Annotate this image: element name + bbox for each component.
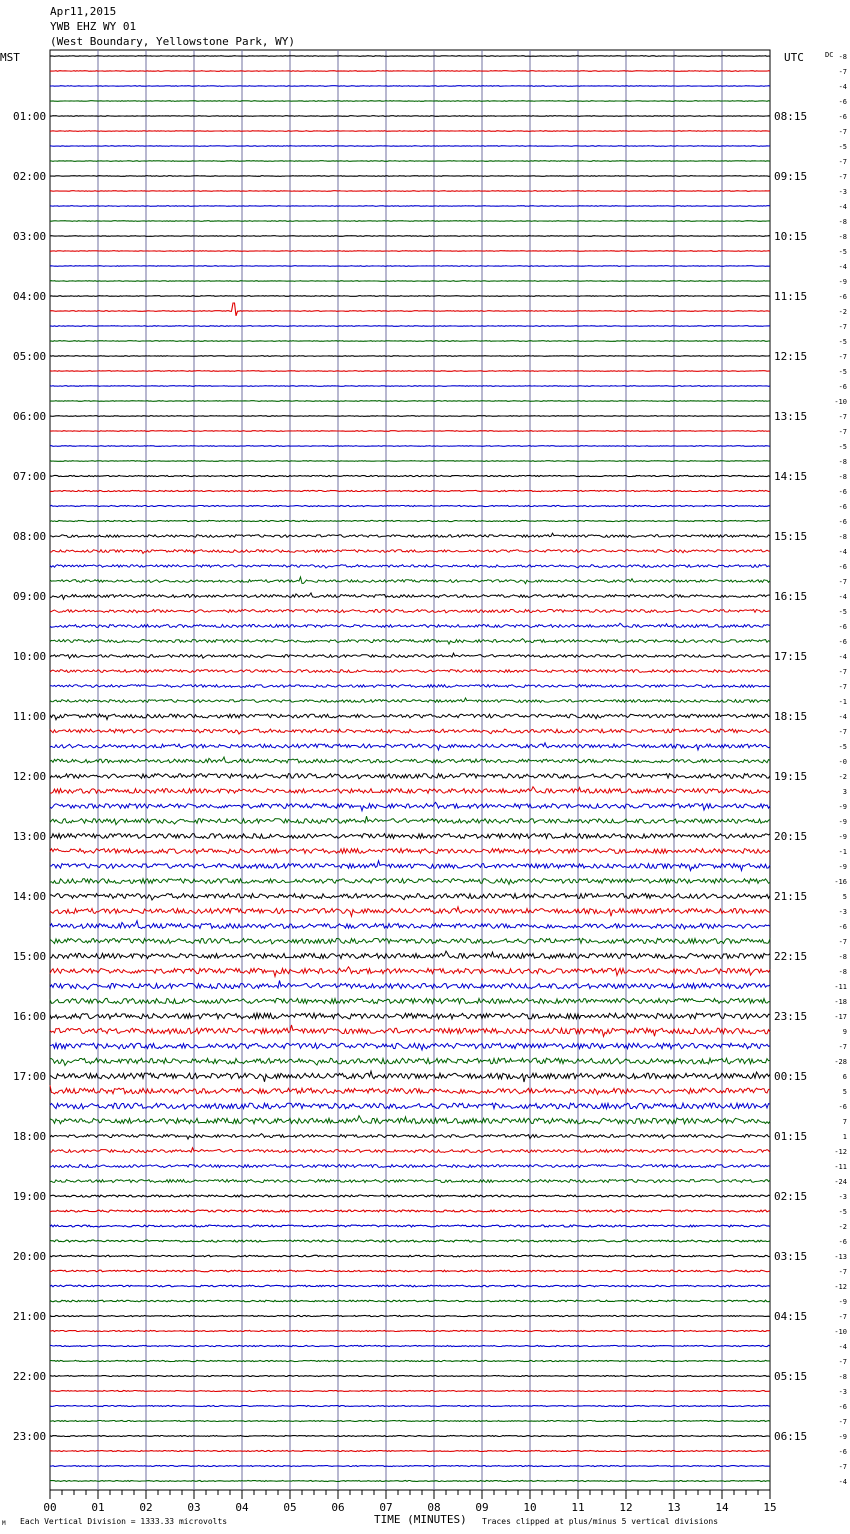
trace-22 — [50, 386, 770, 387]
dc-offset-46: -5 — [838, 743, 847, 751]
dc-offset-64: -17 — [834, 1013, 847, 1021]
x-tick-label-05: 05 — [283, 1501, 297, 1514]
dc-offset-57: -3 — [838, 908, 847, 916]
dc-offset-1: -7 — [838, 68, 847, 76]
utc-label-23: 06:15 — [774, 1430, 808, 1443]
traces — [50, 56, 770, 1482]
trace-77 — [50, 1210, 770, 1212]
dc-offset-33: -4 — [838, 548, 847, 556]
trace-74 — [50, 1165, 770, 1168]
trace-75 — [50, 1180, 770, 1183]
x-tick-label-01: 01 — [91, 1501, 105, 1514]
trace-90 — [50, 1406, 770, 1407]
dc-offset-83: -9 — [838, 1298, 847, 1306]
trace-37 — [50, 610, 770, 613]
trace-25 — [50, 431, 770, 432]
trace-52 — [50, 834, 770, 839]
dc-offset-10: -4 — [838, 203, 847, 211]
dc-offset-70: -6 — [838, 1103, 847, 1111]
trace-59 — [50, 939, 770, 944]
x-tick-label-04: 04 — [235, 1501, 249, 1514]
dc-offset-4: -6 — [838, 113, 847, 121]
trace-3 — [50, 101, 770, 102]
trace-0 — [50, 56, 770, 57]
mst-label-19: 19:00 — [13, 1190, 47, 1203]
trace-73 — [50, 1148, 770, 1153]
mst-label-16: 16:00 — [13, 1010, 47, 1023]
mst-label-1: 01:00 — [13, 110, 47, 123]
dc-offset-55: -16 — [834, 878, 847, 886]
dc-offset-32: -8 — [838, 533, 847, 541]
trace-45 — [50, 729, 770, 734]
mst-label-13: 13:00 — [13, 830, 47, 843]
dc-offset-39: -6 — [838, 638, 847, 646]
utc-label-5: 12:15 — [774, 350, 808, 363]
trace-30 — [50, 505, 770, 506]
trace-86 — [50, 1345, 770, 1346]
trace-35 — [50, 577, 770, 584]
dc-offset-22: -6 — [838, 383, 847, 391]
dc-offset-85: -10 — [834, 1328, 847, 1336]
dc-offset-50: -9 — [838, 803, 847, 811]
trace-89 — [50, 1391, 770, 1392]
trace-8 — [50, 176, 770, 177]
mst-label-8: 08:00 — [13, 530, 47, 543]
dc-offset-36: -4 — [838, 593, 847, 601]
mst-label-3: 03:00 — [13, 230, 47, 243]
utc-label-19: 02:15 — [774, 1190, 808, 1203]
dc-offset-92: -9 — [838, 1433, 847, 1441]
dc-offset-94: -7 — [838, 1463, 847, 1471]
trace-18 — [50, 326, 770, 327]
trace-47 — [50, 757, 770, 763]
dc-offset-60: -8 — [838, 953, 847, 961]
trace-71 — [50, 1116, 770, 1124]
dc-offset-80: -13 — [834, 1253, 847, 1261]
trace-10 — [50, 206, 770, 207]
trace-14 — [50, 266, 770, 267]
trace-69 — [50, 1085, 770, 1094]
trace-87 — [50, 1360, 770, 1361]
dc-offset-38: -6 — [838, 623, 847, 631]
dc-offset-8: -7 — [838, 173, 847, 181]
trace-68 — [50, 1071, 770, 1082]
dc-offset-29: -6 — [838, 488, 847, 496]
utc-label-21: 04:15 — [774, 1310, 808, 1323]
trace-70 — [50, 1103, 770, 1109]
dc-offset-90: -6 — [838, 1403, 847, 1411]
utc-label-7: 14:15 — [774, 470, 808, 483]
x-tick-label-06: 06 — [331, 1501, 345, 1514]
dc-offset-63: -18 — [834, 998, 847, 1006]
trace-63 — [50, 998, 770, 1003]
dc-offset-66: -7 — [838, 1043, 847, 1051]
trace-79 — [50, 1240, 770, 1242]
trace-62 — [50, 981, 770, 990]
dc-offset-73: -12 — [834, 1148, 847, 1156]
dc-offset-84: -7 — [838, 1313, 847, 1321]
trace-83 — [50, 1300, 770, 1302]
dc-offset-19: -5 — [838, 338, 847, 346]
dc-offset-28: -8 — [838, 473, 847, 481]
trace-88 — [50, 1376, 770, 1377]
x-tick-label-11: 11 — [571, 1501, 585, 1514]
trace-49 — [50, 787, 770, 794]
x-tick-label-02: 02 — [139, 1501, 153, 1514]
dc-offset-56: 5 — [842, 893, 847, 901]
dc-offset-59: -7 — [838, 938, 847, 946]
trace-33 — [50, 550, 770, 554]
dc-offset-25: -7 — [838, 428, 847, 436]
dc-offset-17: -2 — [838, 308, 847, 316]
trace-58 — [50, 921, 770, 929]
dc-offset-40: -4 — [838, 653, 847, 661]
trace-11 — [50, 221, 770, 222]
dc-offset-78: -2 — [838, 1223, 847, 1231]
x-tick-label-12: 12 — [619, 1501, 633, 1514]
dc-offset-15: -9 — [838, 278, 847, 286]
footer-scale: Each Vertical Division = 1333.33 microvolts — [20, 1517, 228, 1526]
dc-offset-95: -4 — [838, 1478, 847, 1486]
trace-2 — [50, 86, 770, 87]
utc-label-8: 15:15 — [774, 530, 808, 543]
trace-93 — [50, 1451, 770, 1452]
x-tick-label-15: 15 — [763, 1501, 777, 1514]
trace-34 — [50, 565, 770, 568]
dc-offset-7: -7 — [838, 158, 847, 166]
trace-57 — [50, 907, 770, 917]
trace-28 — [50, 475, 770, 476]
dc-offset-71: 7 — [842, 1118, 847, 1126]
x-tick-label-03: 03 — [187, 1501, 201, 1514]
dc-offset-68: 6 — [842, 1073, 847, 1081]
dc-offset-13: -5 — [838, 248, 847, 256]
dc-offset-69: 5 — [842, 1088, 847, 1096]
dc-offset-72: 1 — [842, 1133, 847, 1141]
utc-label-16: 23:15 — [774, 1010, 808, 1023]
utc-label-10: 17:15 — [774, 650, 808, 663]
trace-29 — [50, 490, 770, 491]
utc-label-9: 16:15 — [774, 590, 808, 603]
mst-label-15: 15:00 — [13, 950, 47, 963]
trace-39 — [50, 639, 770, 645]
dc-offset-76: -3 — [838, 1193, 847, 1201]
dc-offset-93: -6 — [838, 1448, 847, 1456]
header-station: YWB EHZ WY 01 — [50, 20, 137, 33]
mst-label-7: 07:00 — [13, 470, 47, 483]
right-axis-title: UTC — [784, 51, 804, 64]
trace-92 — [50, 1436, 770, 1437]
trace-50 — [50, 802, 770, 811]
trace-17 — [50, 303, 770, 316]
utc-label-3: 10:15 — [774, 230, 808, 243]
trace-56 — [50, 894, 770, 901]
dc-offset-30: -6 — [838, 503, 847, 511]
dc-offset-49: 3 — [842, 788, 847, 796]
header-location: (West Boundary, Yellowstone Park, WY) — [50, 35, 296, 48]
mst-label-5: 05:00 — [13, 350, 47, 363]
x-tick-label-14: 14 — [715, 1501, 729, 1514]
mst-label-4: 04:00 — [13, 290, 47, 303]
dc-offset-42: -7 — [838, 683, 847, 691]
trace-55 — [50, 879, 770, 885]
x-axis-title: TIME (MINUTES) — [374, 1513, 467, 1526]
dc-offset-41: -7 — [838, 668, 847, 676]
utc-label-17: 00:15 — [774, 1070, 808, 1083]
trace-44 — [50, 714, 770, 720]
dc-offset-53: -1 — [838, 848, 847, 856]
trace-1 — [50, 71, 770, 72]
trace-41 — [50, 670, 770, 673]
dc-offset-9: -3 — [838, 188, 847, 196]
utc-label-14: 21:15 — [774, 890, 808, 903]
x-tick-label-00: 00 — [43, 1501, 57, 1514]
dc-offset-14: -4 — [838, 263, 847, 271]
dc-offset-31: -6 — [838, 518, 847, 526]
trace-48 — [50, 774, 770, 779]
trace-15 — [50, 281, 770, 282]
trace-78 — [50, 1225, 770, 1227]
dc-offset-16: -6 — [838, 293, 847, 301]
x-tick-label-07: 07 — [379, 1501, 393, 1514]
trace-85 — [50, 1330, 770, 1331]
dc-offset-24: -7 — [838, 413, 847, 421]
trace-38 — [50, 623, 770, 627]
trace-32 — [50, 533, 770, 537]
trace-12 — [50, 236, 770, 237]
utc-label-11: 18:15 — [774, 710, 808, 723]
trace-5 — [50, 131, 770, 132]
dc-offset-61: -8 — [838, 968, 847, 976]
dc-label: DC — [825, 51, 834, 59]
dc-offset-37: -5 — [838, 608, 847, 616]
trace-61 — [50, 967, 770, 977]
trace-60 — [50, 951, 770, 959]
left-axis-title: MST — [0, 51, 20, 64]
dc-offset-45: -7 — [838, 728, 847, 736]
mst-label-2: 02:00 — [13, 170, 47, 183]
dc-offset-48: -2 — [838, 773, 847, 781]
trace-65 — [50, 1025, 770, 1036]
dc-offset-5: -7 — [838, 128, 847, 136]
mst-label-20: 20:00 — [13, 1250, 47, 1263]
trace-13 — [50, 251, 770, 252]
trace-6 — [50, 146, 770, 147]
mst-label-17: 17:00 — [13, 1070, 47, 1083]
usgs-logo: M — [2, 1520, 6, 1527]
trace-51 — [50, 816, 770, 824]
utc-label-13: 20:15 — [774, 830, 808, 843]
mst-label-6: 06:00 — [13, 410, 47, 423]
trace-82 — [50, 1285, 770, 1287]
dc-offset-6: -5 — [838, 143, 847, 151]
trace-81 — [50, 1270, 770, 1272]
trace-26 — [50, 446, 770, 447]
trace-7 — [50, 161, 770, 162]
utc-label-2: 09:15 — [774, 170, 808, 183]
dc-offset-54: -9 — [838, 863, 847, 871]
utc-label-20: 03:15 — [774, 1250, 808, 1263]
dc-offset-91: -7 — [838, 1418, 847, 1426]
x-tick-label-09: 09 — [475, 1501, 489, 1514]
dc-offset-77: -5 — [838, 1208, 847, 1216]
trace-84 — [50, 1315, 770, 1316]
trace-53 — [50, 849, 770, 854]
utc-label-15: 22:15 — [774, 950, 808, 963]
dc-offset-43: -1 — [838, 698, 847, 706]
dc-offset-44: -4 — [838, 713, 847, 721]
mst-label-14: 14:00 — [13, 890, 47, 903]
dc-offset-3: -6 — [838, 98, 847, 106]
dc-offset-34: -6 — [838, 563, 847, 571]
trace-31 — [50, 520, 770, 521]
dc-offset-65: 9 — [842, 1028, 847, 1036]
dc-offset-58: -6 — [838, 923, 847, 931]
trace-46 — [50, 743, 770, 750]
dc-offset-82: -12 — [834, 1283, 847, 1291]
mst-label-21: 21:00 — [13, 1310, 47, 1323]
trace-66 — [50, 1043, 770, 1050]
trace-4 — [50, 116, 770, 117]
dc-offset-88: -8 — [838, 1373, 847, 1381]
trace-21 — [50, 371, 770, 372]
trace-80 — [50, 1255, 770, 1257]
trace-95 — [50, 1481, 770, 1482]
utc-label-1: 08:15 — [774, 110, 808, 123]
header-date: Apr11,2015 — [50, 5, 117, 18]
dc-offset-67: -28 — [834, 1058, 847, 1066]
dc-offset-74: -11 — [834, 1163, 847, 1171]
utc-label-4: 11:15 — [774, 290, 808, 303]
dc-offset-26: -5 — [838, 443, 847, 451]
dc-offset-75: -24 — [834, 1178, 847, 1186]
mst-label-10: 10:00 — [13, 650, 47, 663]
dc-offset-20: -7 — [838, 353, 847, 361]
dc-offset-0: -8 — [838, 53, 847, 61]
trace-40 — [50, 653, 770, 658]
dc-offset-21: -5 — [838, 368, 847, 376]
trace-72 — [50, 1134, 770, 1140]
dc-offset-52: -9 — [838, 833, 847, 841]
trace-43 — [50, 698, 770, 702]
utc-label-22: 05:15 — [774, 1370, 808, 1383]
dc-offset-62: -11 — [834, 983, 847, 991]
dc-offset-2: -4 — [838, 83, 847, 91]
x-tick-label-13: 13 — [667, 1501, 681, 1514]
mst-label-11: 11:00 — [13, 710, 47, 723]
utc-label-12: 19:15 — [774, 770, 808, 783]
mst-label-18: 18:00 — [13, 1130, 47, 1143]
trace-42 — [50, 685, 770, 688]
trace-19 — [50, 341, 770, 342]
trace-67 — [50, 1058, 770, 1065]
dc-offset-51: -9 — [838, 818, 847, 826]
utc-label-6: 13:15 — [774, 410, 808, 423]
trace-16 — [50, 296, 770, 297]
trace-64 — [50, 1013, 770, 1019]
dc-offset-23: -10 — [834, 398, 847, 406]
mst-label-9: 09:00 — [13, 590, 47, 603]
trace-94 — [50, 1466, 770, 1467]
utc-label-18: 01:15 — [774, 1130, 808, 1143]
footer-clip: Traces clipped at plus/minus 5 vertical divisions — [482, 1517, 719, 1526]
dc-offset-79: -6 — [838, 1238, 847, 1246]
trace-20 — [50, 356, 770, 357]
mst-label-22: 22:00 — [13, 1370, 47, 1383]
dc-offset-47: -0 — [838, 758, 847, 766]
mst-label-12: 12:00 — [13, 770, 47, 783]
dc-offset-89: -3 — [838, 1388, 847, 1396]
trace-91 — [50, 1421, 770, 1422]
dc-offset-18: -7 — [838, 323, 847, 331]
trace-9 — [50, 191, 770, 192]
dc-offset-35: -7 — [838, 578, 847, 586]
dc-offset-87: -7 — [838, 1358, 847, 1366]
x-tick-label-08: 08 — [427, 1501, 441, 1514]
trace-54 — [50, 861, 770, 871]
x-tick-label-10: 10 — [523, 1501, 537, 1514]
mst-label-23: 23:00 — [13, 1430, 47, 1443]
trace-23 — [50, 401, 770, 402]
dc-offset-86: -4 — [838, 1343, 847, 1351]
dc-offset-11: -8 — [838, 218, 847, 226]
trace-36 — [50, 593, 770, 599]
dc-offset-12: -8 — [838, 233, 847, 241]
trace-24 — [50, 416, 770, 417]
trace-76 — [50, 1195, 770, 1197]
dc-offset-27: -8 — [838, 458, 847, 466]
dc-offset-81: -7 — [838, 1268, 847, 1276]
trace-27 — [50, 461, 770, 462]
